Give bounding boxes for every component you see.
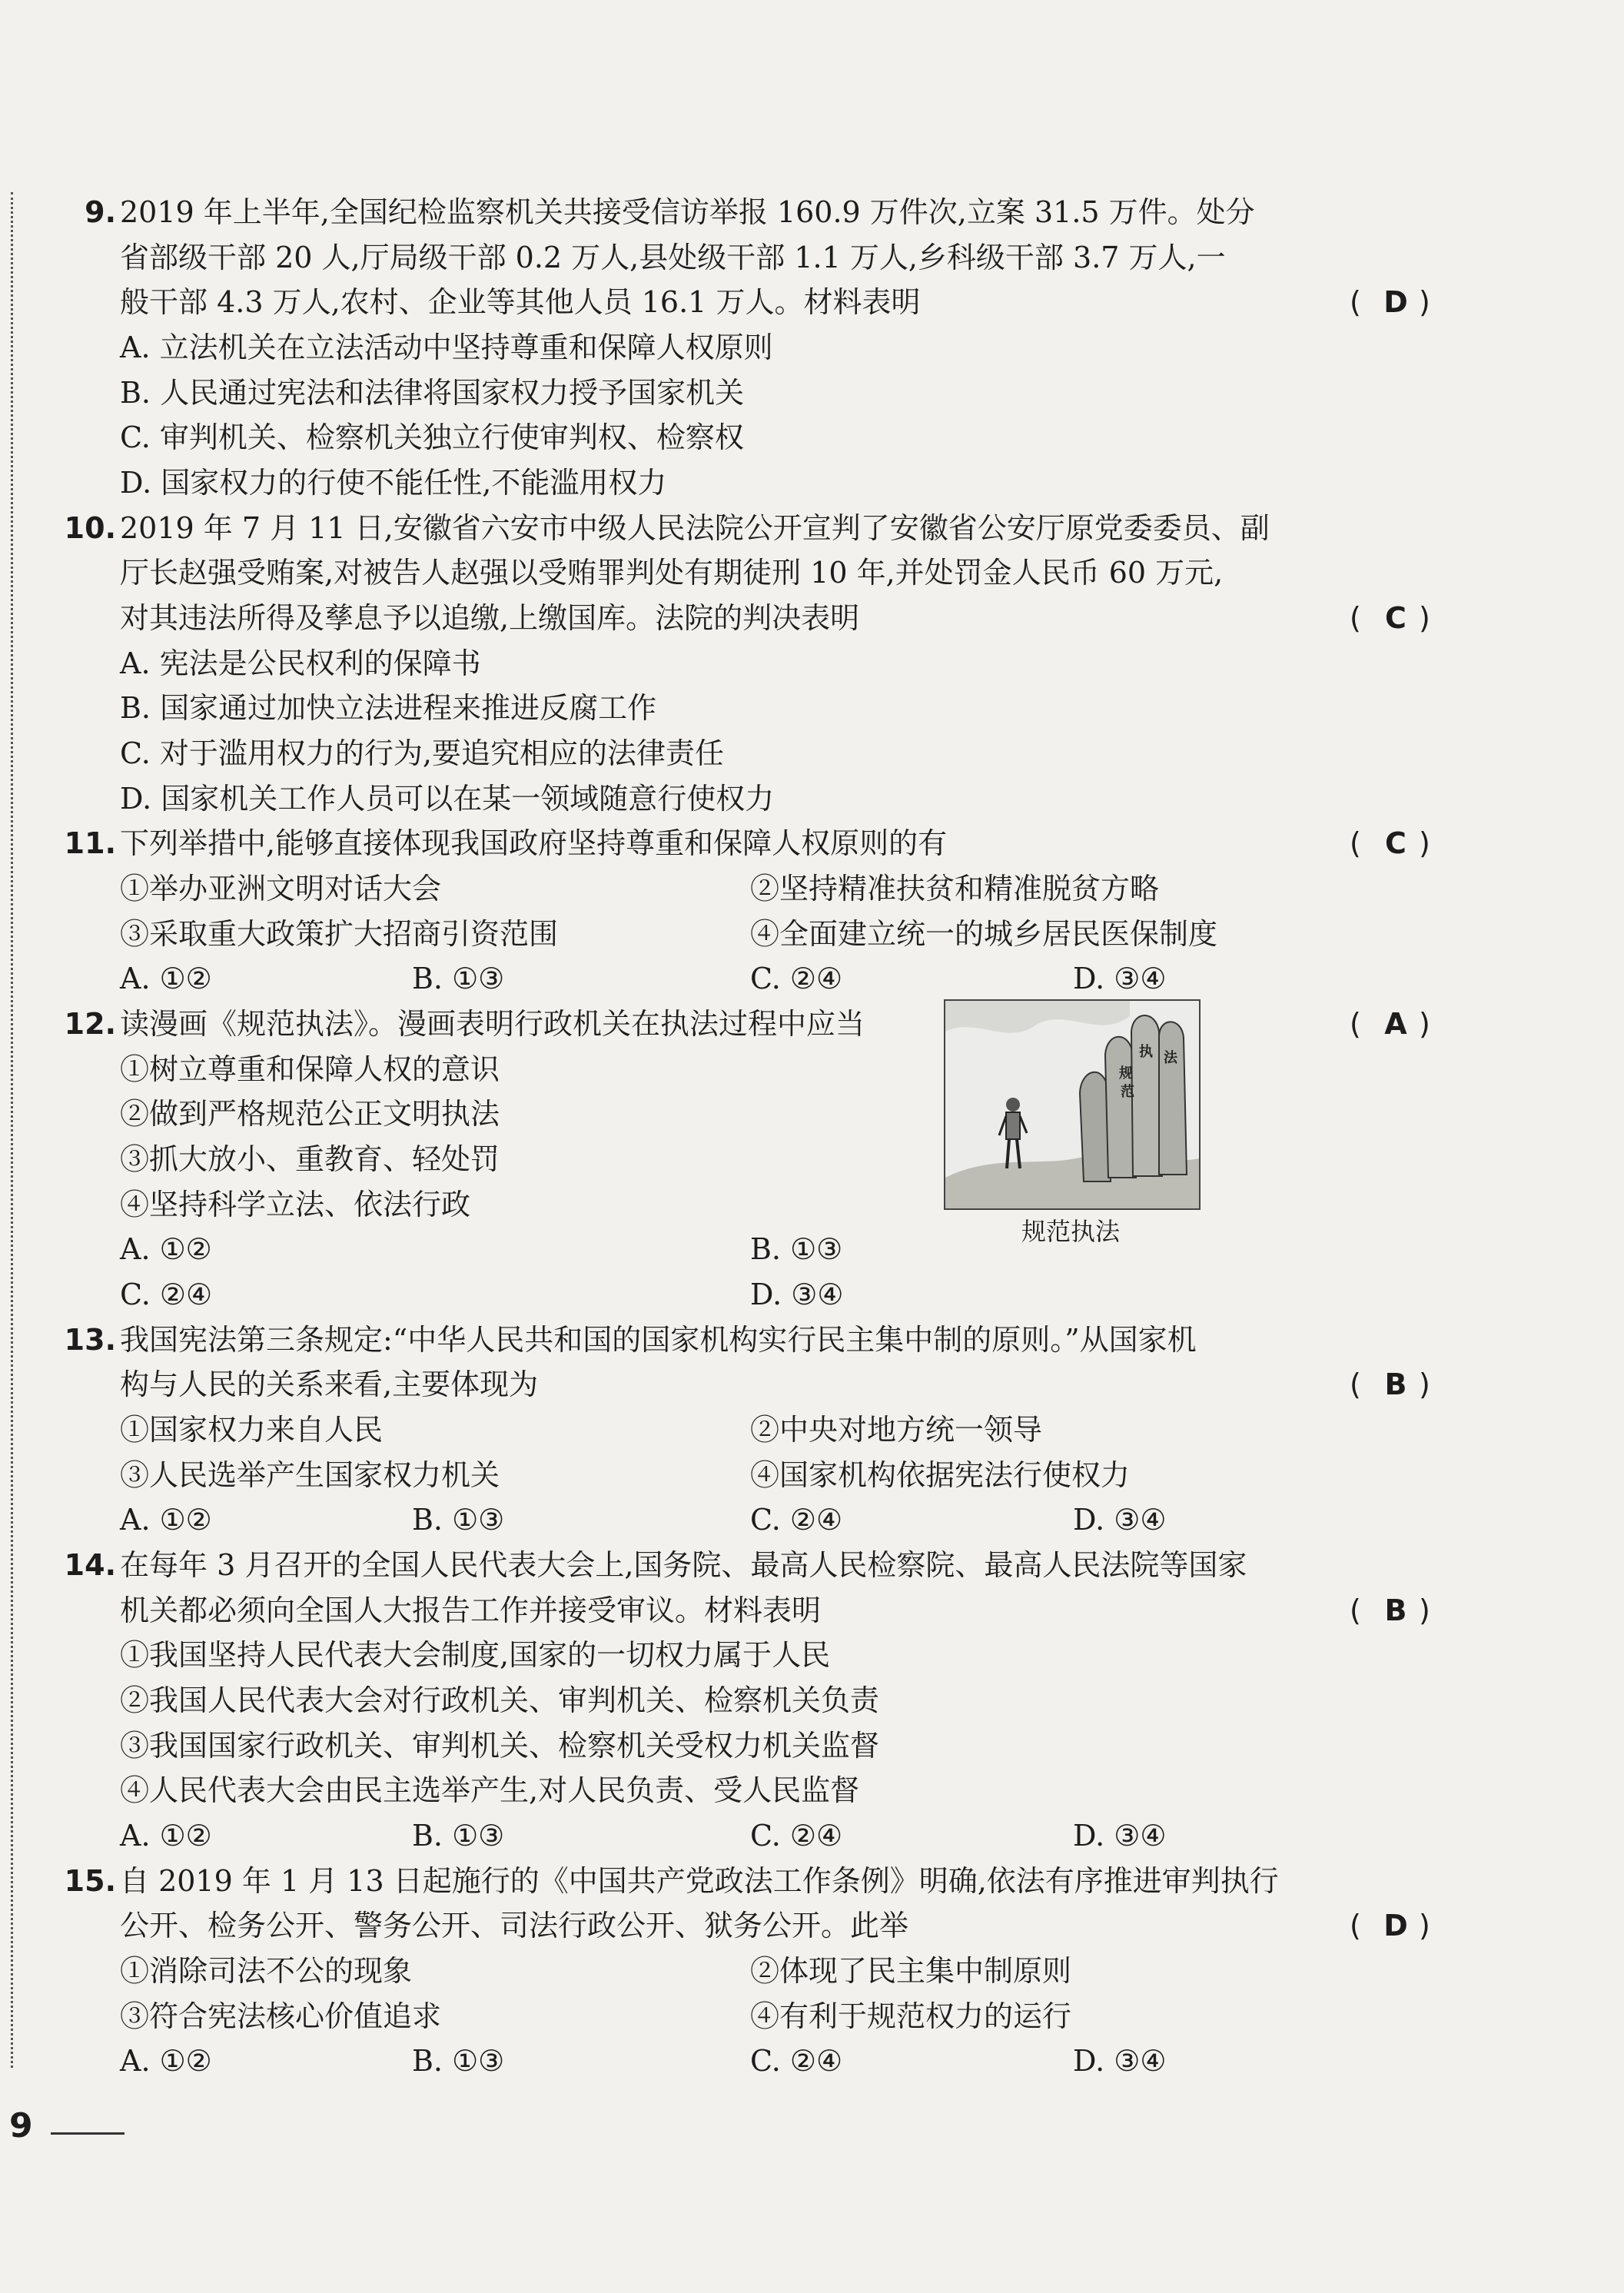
q11-item-4: ④全面建立统一的城乡居民医保制度 [750,917,1218,951]
cartoon-text-1: 规 [1119,1065,1133,1082]
q10-stem-line-2: 厅长赵强受贿案,对被告人赵强以受贿罪判处有期徒刑 10 年,并处罚金人民币 60 万元, [120,556,1224,590]
q9-answer: ( D ) [1350,285,1430,319]
q9-stem-line-2: 省部级干部 20 人,厅局级干部 0.2 万人,县处级干部 1.1 万人,乡科级干部 3.7 万人,一 [120,241,1226,274]
q13-choice-c: C. ②④ [750,1503,843,1537]
q14-choice-a: A. ①② [120,1819,212,1853]
q13-stem-line-2: 构与人民的关系来看,主要体现为 ( B ) [120,1362,1334,1407]
q15-items-row-2 [120,1994,1334,2039]
q15-stem-line-1: 15 . 自 2019 年 1 月 13 日起施行的《中国共产党政法工作条例》明确,依法有序推进审判执行 [120,1859,1334,1903]
q10-option-d: D. 国家机关工作人员可以在某一领域随意行使权力 [120,782,775,816]
q12-answer: ( A ) [1350,1007,1430,1041]
q14-choice-c: C. ②④ [750,1819,843,1853]
cartoon-image [944,999,1201,1210]
q11-number: 11 . [62,821,116,866]
binding-margin-line [11,192,13,2068]
q15-stem-line-2: 公开、检务公开、警务公开、司法行政公开、狱务公开。此举 ( D ) [120,1903,1334,1948]
q15-choice-b: B. ①③ [412,2044,505,2078]
q9-option-a: A. 立法机关在立法活动中坚持尊重和保障人权原则 [120,331,773,364]
q10-stem-line-1: 10 . 2019 年 7 月 11 日,安徽省六安市中级人民法院公开宣判了安徽省公安厅原党委委员、副 [120,506,1334,550]
cartoon-caption: 规范执法 [1021,1217,1120,1246]
q10-number: 10 . [62,506,116,550]
q12-item-3: ③抓大放小、重教育、轻处罚 [120,1142,500,1176]
q14-item-1: ①我国坚持人民代表大会制度,国家的一切权力属于人民 [120,1638,831,1672]
q12-item-1: ①树立尊重和保障人权的意识 [120,1052,500,1086]
q9-option-c: C. 审判机关、检察机关独立行使审判权、检察权 [120,420,744,454]
q12-choice-d: D. ③④ [750,1278,844,1311]
q14-item-4: ④人民代表大会由民主选举产生,对人民负责、受人民监督 [120,1773,860,1807]
q12-choice-b: B. ①③ [750,1232,843,1266]
q9-number: 9 . [62,190,116,234]
q12-choices-row-2 [120,1272,1334,1317]
q11-choice-b: B. ①③ [412,962,505,995]
q11-item-2: ②坚持精准扶贫和精准脱贫方略 [750,872,1160,906]
q11-item-3: ③采取重大政策扩大招商引资范围 [120,917,559,951]
q11-choice-d: D. ③④ [1073,962,1167,995]
q9-stem-line-1: 9 . 2019 年上半年,全国纪检监察机关共接受信访举报 160.9 万件次,立案 31.5 万件。处分 [120,190,1334,234]
q11-items-row-1 [120,866,1334,911]
q13-choice-d: D. ③④ [1073,1503,1167,1537]
cartoon-text-4: 法 [1164,1050,1177,1066]
q14-choices [120,1813,1334,1858]
q13-items-row-2 [120,1453,1334,1497]
q14-choice-b: B. ①③ [412,1819,505,1853]
q10-stem-line-3: 对其违法所得及孳息予以追缴,上缴国库。法院的判决表明 ( C ) [120,596,1334,640]
q14-item-3: ③我国国家行政机关、审判机关、检察机关受权力机关监督 [120,1729,880,1763]
q13-answer: ( B ) [1350,1367,1430,1401]
q14-stem-line-1: 14 . 在每年 3 月召开的全国人民代表大会上,国务院、最高人民检察院、最高人民法院等国家 [120,1543,1334,1587]
q13-choices [120,1497,1334,1542]
q15-answer: ( D ) [1350,1909,1430,1942]
q10-option-c: C. 对于滥用权力的行为,要追究相应的法律责任 [120,736,724,770]
q9-option-d: D. 国家权力的行使不能任性,不能滥用权力 [120,466,667,500]
q13-choice-b: B. ①③ [412,1503,505,1537]
q13-item-1: ①国家权力来自人民 [120,1413,384,1447]
q15-choice-a: A. ①② [120,2044,212,2078]
q13-stem-line-1: 13 . 我国宪法第三条规定:“中华人民共和国的国家机构实行民主集中制的原则。”从国家机 [120,1318,1334,1362]
q12-number: 12 . [62,1002,116,1046]
q10-answer: ( C ) [1350,601,1430,635]
q11-items-row-2 [120,912,1334,956]
q13-choice-a: A. ①② [120,1503,212,1537]
q15-item-3: ③符合宪法核心价值追求 [120,1999,442,2033]
q11-choice-c: C. ②④ [750,962,843,995]
page-number: 9 [9,2106,33,2145]
q14-choice-d: D. ③④ [1073,1819,1167,1853]
q11-choices [120,956,1334,1001]
q10-option-a: A. 宪法是公民权利的保障书 [120,646,481,680]
q14-stem-line-2: 机关都必须向全国人大报告工作并接受审议。材料表明 ( B ) [120,1588,1334,1633]
cartoon-text-2: 范 [1121,1084,1134,1100]
q15-items-row-1 [120,1949,1334,1993]
q15-item-4: ④有利于规范权力的运行 [750,1999,1072,2033]
q15-item-2: ②体现了民主集中制原则 [750,1954,1072,1988]
q15-choices [120,2039,1334,2083]
q12-choice-c: C. ②④ [120,1278,213,1311]
q14-number: 14 . [62,1543,116,1587]
q13-items-row-1 [120,1407,1334,1452]
q15-item-1: ①消除司法不公的现象 [120,1954,413,1988]
q15-choice-c: C. ②④ [750,2044,843,2078]
q11-choice-a: A. ①② [120,962,212,995]
q15-choice-d: D. ③④ [1073,2044,1167,2078]
q15-number: 15 . [62,1859,116,1903]
q14-item-2: ②我国人民代表大会对行政机关、审判机关、检察机关负责 [120,1683,880,1717]
q13-number: 13 . [62,1318,116,1362]
q12-item-2: ②做到严格规范公正文明执法 [120,1097,500,1131]
q9-stem-line-3: 般干部 4.3 万人,农村、企业等其他人员 16.1 万人。材料表明 ( D ) [120,280,1334,324]
cartoon-text-3: 执 [1139,1044,1153,1060]
q11-answer: ( C ) [1350,826,1430,860]
q11-stem-line-1: 11 . 下列举措中,能够直接体现我国政府坚持尊重和保障人权原则的有 ( C ) [120,821,1334,866]
q13-item-3: ③人民选举产生国家权力机关 [120,1458,500,1492]
page-number-rule [51,2132,125,2135]
q14-answer: ( B ) [1350,1593,1430,1627]
q13-item-4: ④国家机构依据宪法行使权力 [750,1458,1131,1492]
q12-item-4: ④坚持科学立法、依法行政 [120,1188,471,1221]
q12-stem-line-1: 12 . 读漫画《规范执法》。漫画表明行政机关在执法过程中应当 ( A ) [120,1002,1334,1046]
q11-item-1: ①举办亚洲文明对话大会 [120,872,442,906]
q13-item-2: ②中央对地方统一领导 [750,1413,1043,1447]
q10-option-b: B. 国家通过加快立法进程来推进反腐工作 [120,691,657,725]
q12-choice-a: A. ①② [120,1232,212,1266]
q9-option-b: B. 人民通过宪法和法律将国家权力授予国家机关 [120,376,745,410]
